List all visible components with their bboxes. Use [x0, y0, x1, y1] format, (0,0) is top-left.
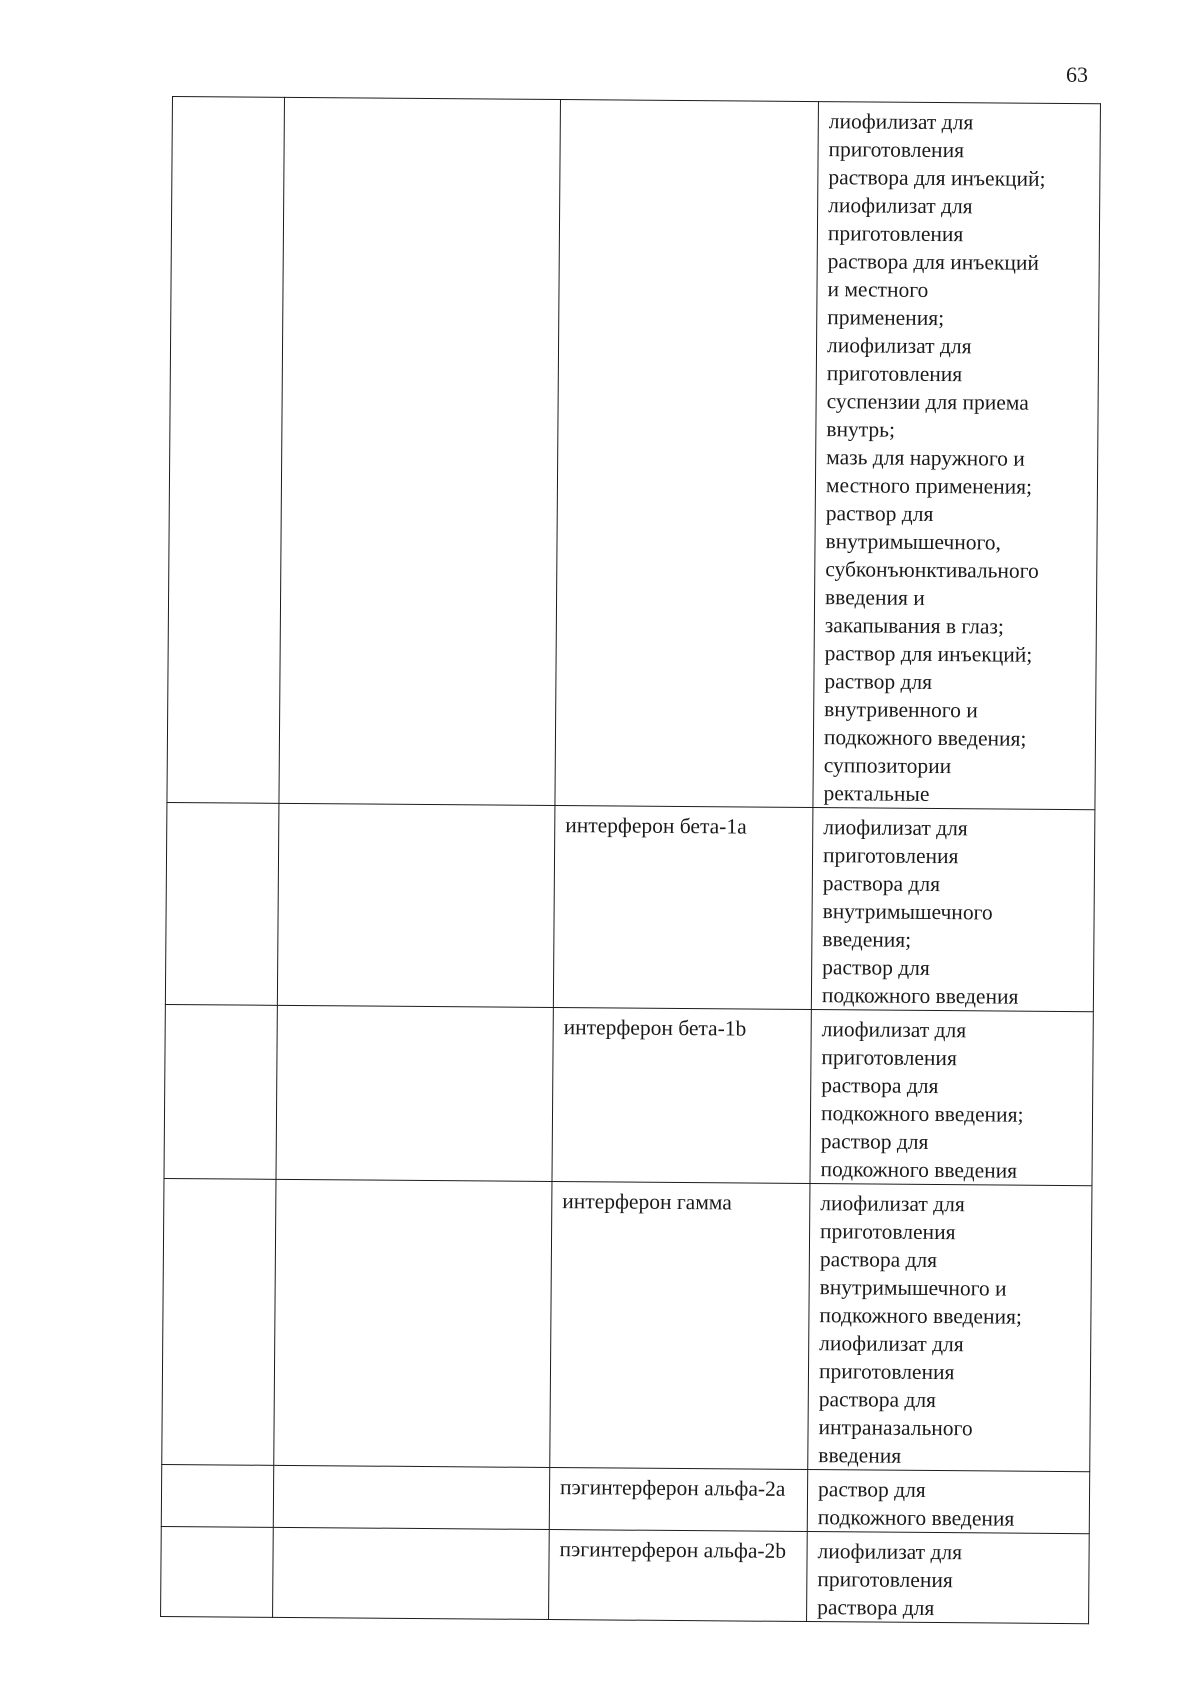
dosage-form-line: введения и — [824, 585, 925, 610]
dosage-form-line: внутримышечного — [822, 899, 993, 925]
atc-code-cell — [161, 1464, 273, 1527]
dosage-form-line: мазь для наружного и — [826, 445, 1025, 471]
dosage-form-line: подкожного введения — [821, 983, 1019, 1009]
dosage-form-cell — [807, 1470, 1089, 1534]
dosage-form-line: применения; — [827, 305, 945, 331]
drug-name-cell: пэгинтерферон альфа-2a — [549, 1468, 807, 1532]
dosage-form-line: закапывания в глаз; — [824, 613, 1004, 639]
dosage-form-line: суспензии для приема — [826, 389, 1029, 415]
atc-code-cell — [164, 1004, 277, 1179]
dosage-form-line: субконъюнктивального — [825, 557, 1039, 583]
table-row — [162, 1178, 1092, 1471]
dosage-form-cell — [808, 1184, 1092, 1472]
dosage-form-cell — [811, 808, 1095, 1012]
dosage-form-line: приготовления — [828, 137, 965, 163]
dosage-form-line: лиофилизат для — [819, 1331, 964, 1357]
dosage-form-line: приготовления — [817, 1567, 953, 1593]
dosage-form-line: лиофилизат для — [828, 193, 973, 219]
drug-name-cell: интерферон бета-1a — [553, 806, 813, 1010]
dosage-form-line: раствора для — [822, 871, 941, 897]
dosage-form-cell — [813, 102, 1101, 810]
dosage-form-cell — [810, 1010, 1093, 1186]
group-name-cell — [277, 803, 555, 1007]
group-name-cell — [273, 1527, 550, 1619]
dosage-form-line: раствор для — [822, 955, 930, 980]
dosage-form-line: интраназального — [818, 1415, 973, 1441]
dosage-form-line: раствора для — [819, 1247, 938, 1273]
dosage-form-line: суппозитории — [823, 753, 952, 779]
dosage-form-line: раствор для инъекций; — [824, 641, 1033, 667]
drug-name-cell: пэгинтерферон альфа-2b — [549, 1530, 808, 1622]
dosage-form-line: подкожного введения — [820, 1157, 1018, 1183]
drug-table — [160, 96, 1101, 1624]
group-name-cell — [276, 1005, 553, 1181]
atc-code-cell — [161, 1526, 274, 1617]
table-row — [161, 1464, 1089, 1533]
dosage-form-line: подкожного введения; — [823, 725, 1027, 751]
dosage-form-line: раствора для — [821, 1073, 939, 1099]
dosage-form-line: раствора для инъекций — [827, 249, 1040, 275]
dosage-form-line: и местного — [827, 277, 929, 302]
dosage-form-line: лиофилизат для — [820, 1191, 965, 1217]
table-row — [164, 1004, 1093, 1185]
dosage-form-line: введения — [818, 1443, 902, 1468]
dosage-form-line: лиофилизат для — [821, 1017, 967, 1043]
dosage-form-line: приготовления — [826, 361, 963, 387]
drug-name-cell — [555, 100, 819, 808]
dosage-form-line: местного применения; — [825, 473, 1033, 499]
dosage-form-line: подкожного введения — [817, 1505, 1015, 1531]
dosage-form-line: внутривенного и — [824, 697, 978, 723]
dosage-form-line: приготовления — [822, 843, 959, 869]
group-name-cell — [274, 1179, 552, 1467]
dosage-form-line: приготовления — [820, 1219, 956, 1245]
table-row — [161, 1526, 1090, 1623]
group-name-cell — [273, 1465, 549, 1529]
atc-code-cell — [167, 97, 285, 804]
dosage-form-line: введения; — [822, 927, 912, 952]
dosage-form-line: раствор для — [824, 669, 933, 694]
dosage-form-line: раствор для — [820, 1129, 929, 1154]
atc-code-cell — [162, 1178, 276, 1465]
dosage-form-line: внутрь; — [826, 417, 896, 442]
table-body — [161, 97, 1101, 1624]
dosage-form-line: ректальные — [823, 781, 930, 806]
table-row — [167, 97, 1101, 810]
dosage-form-line: раствора для — [818, 1387, 937, 1413]
dosage-form-line: подкожного введения; — [820, 1101, 1024, 1127]
dosage-form-line: внутримышечного, — [825, 529, 1002, 555]
dosage-form-line: лиофилизат для — [823, 815, 968, 841]
dosage-form-line: лиофилизат для — [828, 109, 974, 135]
dosage-form-line: подкожного введения; — [819, 1303, 1023, 1329]
dosage-form-line: приготовления — [818, 1359, 955, 1385]
table-row — [165, 802, 1095, 1011]
dosage-form-cell — [807, 1532, 1090, 1624]
dosage-form-line: раствора для инъекций; — [828, 165, 1046, 191]
dosage-form-line: внутримышечного и — [819, 1275, 1007, 1301]
dosage-form-line: лиофилизат для — [817, 1539, 963, 1565]
dosage-form-line: раствор для — [817, 1477, 926, 1502]
group-name-cell — [279, 97, 561, 805]
dosage-form-line: приготовления — [827, 221, 964, 247]
drug-name-cell: интерферон бета-1b — [552, 1008, 811, 1184]
page-number: 63 — [1066, 62, 1088, 87]
atc-code-cell — [165, 802, 279, 1005]
dosage-form-line: раствор для — [825, 501, 934, 526]
dosage-form-line: раствора для — [817, 1595, 935, 1621]
drug-name-cell: интерферон гамма — [550, 1182, 810, 1470]
dosage-form-line: приготовления — [821, 1045, 957, 1071]
dosage-form-line: лиофилизат для — [826, 333, 972, 359]
